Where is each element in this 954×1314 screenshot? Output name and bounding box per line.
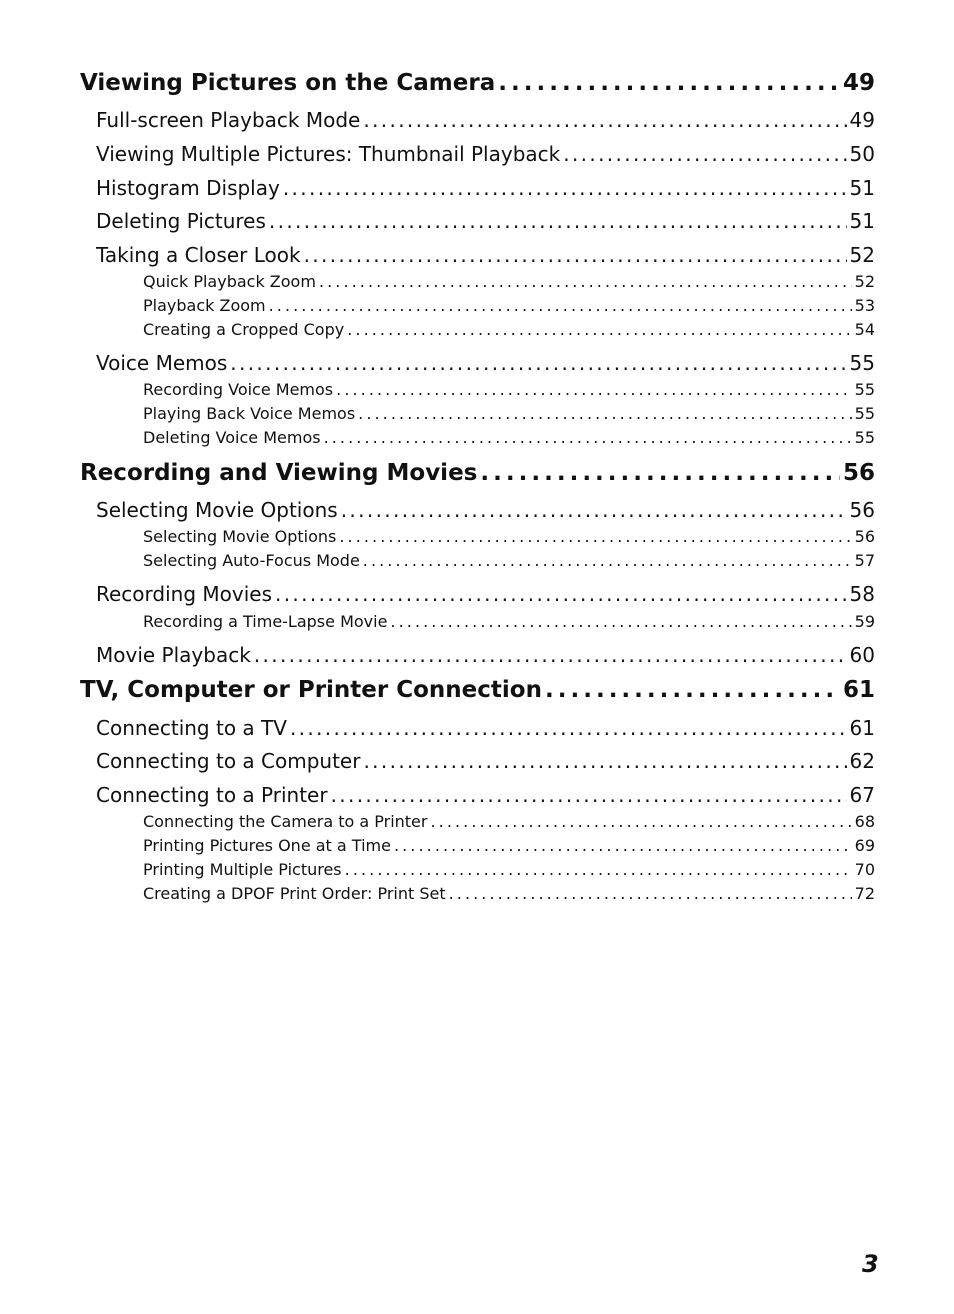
toc-entry-page: 49: [849, 108, 875, 132]
dot-leader: [269, 296, 852, 315]
dot-leader: [269, 209, 847, 233]
toc-entry-level-2[interactable]: [96, 749, 875, 773]
toc-entry-page: 52: [854, 272, 875, 291]
toc-entry-page: 58: [849, 582, 875, 606]
toc-entry-title: Selecting Movie Options: [96, 498, 338, 522]
toc-entry-title: Selecting Movie Options: [143, 527, 337, 546]
dot-leader: [363, 551, 852, 570]
toc-entry-level-2[interactable]: [96, 783, 875, 807]
toc-entry-level-2[interactable]: [96, 243, 875, 267]
toc-entry-page: 56: [854, 527, 875, 546]
toc-entry-page: 52: [849, 243, 875, 267]
dot-leader: [275, 582, 847, 606]
toc-entry-page: 54: [854, 320, 875, 339]
toc-entry-level-1[interactable]: [80, 70, 875, 96]
dot-leader: [390, 612, 851, 631]
toc-entry-title: Recording Voice Memos: [143, 380, 334, 399]
dot-leader: [563, 142, 846, 166]
toc-entry-page: 69: [854, 836, 875, 855]
toc-entry-page: 55: [849, 351, 875, 375]
toc-entry-title: Creating a DPOF Print Order: Print Set: [143, 884, 446, 903]
toc-entry-title: Creating a Cropped Copy: [143, 320, 345, 339]
toc-entry-page: 60: [849, 643, 875, 667]
toc-entry-level-3[interactable]: [143, 551, 875, 570]
toc-entry-level-3[interactable]: [143, 272, 875, 291]
toc-entry-level-3[interactable]: [143, 296, 875, 315]
dot-leader: [319, 272, 852, 291]
toc-entry-title: TV, Computer or Printer Connection: [80, 677, 542, 703]
toc-entry-page: 55: [854, 404, 875, 423]
dot-leader: [283, 176, 847, 200]
dot-leader: [254, 643, 847, 667]
toc-entry-page: 57: [854, 551, 875, 570]
toc-entry-level-3[interactable]: [143, 612, 875, 631]
dot-leader: [430, 812, 851, 831]
toc-entry-title: Playing Back Voice Memos: [143, 404, 356, 423]
toc-entry-level-2[interactable]: [96, 643, 875, 667]
toc-entry-page: 67: [849, 783, 875, 807]
toc-entry-page: 62: [849, 749, 875, 773]
toc-entry-level-2[interactable]: [96, 142, 875, 166]
toc-entry-level-1[interactable]: [80, 677, 875, 703]
toc-entry-level-2[interactable]: [96, 108, 875, 132]
dot-leader: [363, 749, 846, 773]
toc-entry-page: 61: [842, 677, 875, 703]
toc-entry-level-1[interactable]: [80, 460, 875, 486]
toc-entry-title: Deleting Pictures: [96, 209, 266, 233]
toc-entry-level-3[interactable]: [143, 836, 875, 855]
toc-entry-level-3[interactable]: [143, 860, 875, 879]
toc-entry-title: Histogram Display: [96, 176, 280, 200]
toc-entry-page: 61: [849, 716, 875, 740]
toc-entry-title: Movie Playback: [96, 643, 251, 667]
dot-leader: [449, 884, 852, 903]
toc-entry-page: 70: [854, 860, 875, 879]
toc-entry-level-3[interactable]: [143, 884, 875, 903]
toc-entry-level-3[interactable]: [143, 428, 875, 447]
toc-entry-level-2[interactable]: [96, 582, 875, 606]
toc-entry-page: 55: [854, 428, 875, 447]
toc-entry-page: 56: [842, 460, 875, 486]
toc-entry-level-2[interactable]: [96, 351, 875, 375]
toc-entry-page: 72: [854, 884, 875, 903]
toc-entry-page: 50: [849, 142, 875, 166]
toc-entry-level-3[interactable]: [143, 527, 875, 546]
dot-leader: [394, 836, 852, 855]
toc-entry-level-2[interactable]: [96, 716, 875, 740]
toc-entry-title: Deleting Voice Memos: [143, 428, 321, 447]
toc-entry-page: 51: [849, 209, 875, 233]
toc-entry-page: 51: [849, 176, 875, 200]
toc-entry-title: Connecting to a Printer: [96, 783, 328, 807]
toc-entry-level-2[interactable]: [96, 176, 875, 200]
toc-entry-page: 56: [849, 498, 875, 522]
page-number: 3: [862, 1250, 879, 1278]
toc-entry-title: Printing Multiple Pictures: [143, 860, 342, 879]
toc-entry-level-3[interactable]: [143, 320, 875, 339]
dot-leader: [341, 498, 847, 522]
toc-entry-title: Viewing Pictures on the Camera: [80, 70, 496, 96]
toc-entry-level-3[interactable]: [143, 380, 875, 399]
toc-entry-title: Connecting the Camera to a Printer: [143, 812, 428, 831]
dot-leader: [230, 351, 846, 375]
dot-leader: [290, 716, 847, 740]
toc-entry-title: Recording a Time-Lapse Movie: [143, 612, 388, 631]
dot-leader: [347, 320, 851, 339]
dot-leader: [339, 527, 851, 546]
dot-leader: [498, 70, 840, 96]
dot-leader: [331, 783, 847, 807]
dot-leader: [545, 677, 840, 703]
toc-entry-page: 59: [854, 612, 875, 631]
toc-entry-title: Recording and Viewing Movies: [80, 460, 478, 486]
toc-entry-level-3[interactable]: [143, 812, 875, 831]
toc-entry-title: Playback Zoom: [143, 296, 266, 315]
toc-entry-title: Recording Movies: [96, 582, 272, 606]
toc-entry-page: 55: [854, 380, 875, 399]
toc-entry-level-2[interactable]: [96, 209, 875, 233]
dot-leader: [358, 404, 851, 423]
dot-leader: [324, 428, 852, 447]
toc-entry-page: 68: [854, 812, 875, 831]
toc-entry-title: Quick Playback Zoom: [143, 272, 316, 291]
toc-entry-page: 49: [842, 70, 875, 96]
toc-entry-title: Full-screen Playback Mode: [96, 108, 361, 132]
dot-leader: [345, 860, 852, 879]
toc-entry-title: Selecting Auto-Focus Mode: [143, 551, 360, 570]
toc-entry-title: Taking a Closer Look: [96, 243, 301, 267]
toc-entry-title: Viewing Multiple Pictures: Thumbnail Playback: [96, 142, 561, 166]
dot-leader: [480, 460, 840, 486]
toc-entry-level-3[interactable]: [143, 404, 875, 423]
toc-entry-level-2[interactable]: [96, 498, 875, 522]
toc-entry-title: Printing Pictures One at a Time: [143, 836, 391, 855]
dot-leader: [336, 380, 852, 399]
toc-entry-title: Connecting to a TV: [96, 716, 287, 740]
toc-entry-title: Connecting to a Computer: [96, 749, 361, 773]
dot-leader: [304, 243, 847, 267]
toc-entry-page: 53: [854, 296, 875, 315]
dot-leader: [363, 108, 846, 132]
toc-entry-title: Voice Memos: [96, 351, 228, 375]
